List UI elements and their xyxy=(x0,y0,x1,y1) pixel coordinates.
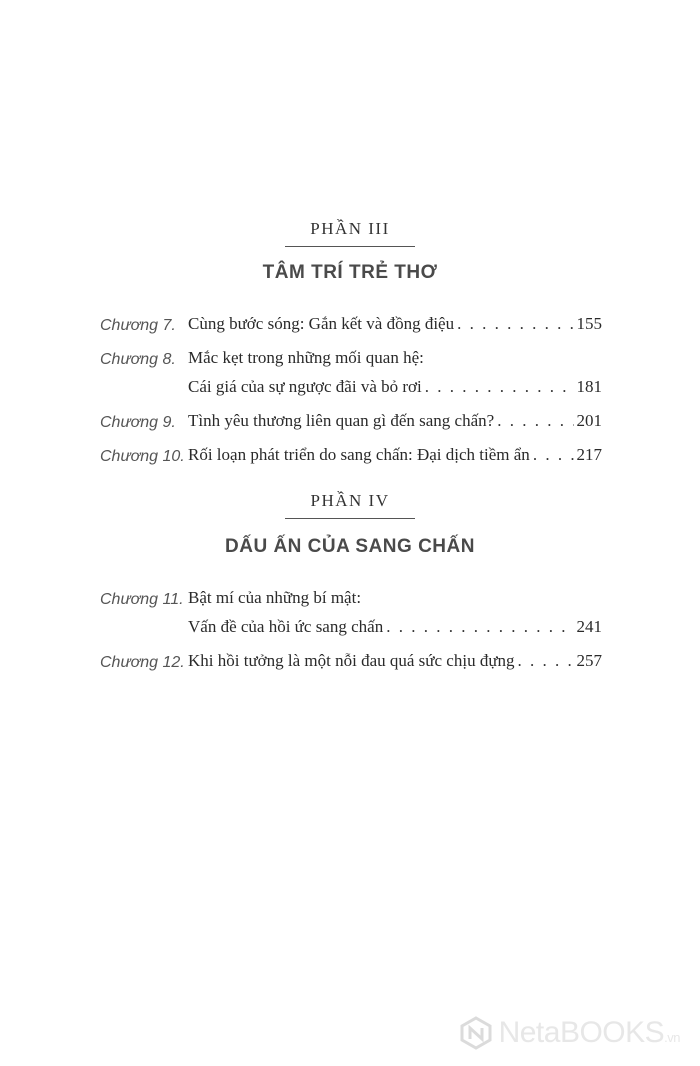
watermark-text: NetaBOOKS.vn xyxy=(498,1016,680,1049)
chapter-number: Chương 10. xyxy=(100,448,185,465)
chapter-title: Cùng bước sóng: Gắn kết và đồng điệu xyxy=(188,314,455,333)
toc-entry[interactable] xyxy=(100,309,602,338)
dot-leader xyxy=(386,612,573,641)
toc-entry[interactable] xyxy=(100,583,602,641)
chapter-number: Chương 12. xyxy=(100,654,185,671)
chapter-title: Khi hồi tưởng là một nỗi đau quá sức chịu đựng xyxy=(188,651,515,670)
toc-entry[interactable] xyxy=(100,646,602,675)
page-number: 217 xyxy=(576,445,602,464)
chapter-subtitle: Vấn đề của hồi ức sang chấn xyxy=(188,617,384,636)
part-divider xyxy=(285,246,415,247)
chapter-title: Rối loạn phát triển do sang chấn: Đại dịch tiềm ẩn xyxy=(188,445,530,464)
chapter-number: Chương 11. xyxy=(100,591,184,608)
part-label: PHẦN IV xyxy=(310,491,390,510)
watermark xyxy=(459,1016,680,1050)
dot-leader xyxy=(497,406,573,435)
chapter-title: Mắc kẹt trong những mối quan hệ: xyxy=(188,348,424,367)
chapter-number: Chương 9. xyxy=(100,414,176,431)
chapter-title: Bật mí của những bí mật: xyxy=(188,588,362,607)
part-title: TÂM TRÍ TRẺ THƠ xyxy=(262,262,438,283)
chapter-subtitle: Cái giá của sự ngược đãi và bỏ rơi xyxy=(188,377,422,396)
toc-entry[interactable] xyxy=(100,406,602,435)
page-number: 155 xyxy=(576,314,602,333)
dot-leader xyxy=(425,372,574,401)
netabooks-logo-icon xyxy=(459,1016,493,1050)
part-title: DẤU ẤN CỦA SANG CHẤN xyxy=(225,536,475,557)
toc-entry[interactable] xyxy=(100,343,602,401)
chapter-title: Tình yêu thương liên quan gì đến sang chấn? xyxy=(188,411,495,430)
page-number: 257 xyxy=(576,651,602,670)
dot-leader xyxy=(518,646,574,675)
part-divider xyxy=(285,518,415,519)
page-number: 201 xyxy=(576,411,602,430)
page-number: 181 xyxy=(576,377,602,396)
chapter-number: Chương 8. xyxy=(100,351,176,368)
chapter-number: Chương 7. xyxy=(100,317,176,334)
part-label: PHẦN III xyxy=(310,219,390,238)
page-number: 241 xyxy=(576,617,602,636)
dot-leader xyxy=(533,440,574,469)
dot-leader xyxy=(457,309,573,338)
toc-entry[interactable] xyxy=(100,440,602,469)
